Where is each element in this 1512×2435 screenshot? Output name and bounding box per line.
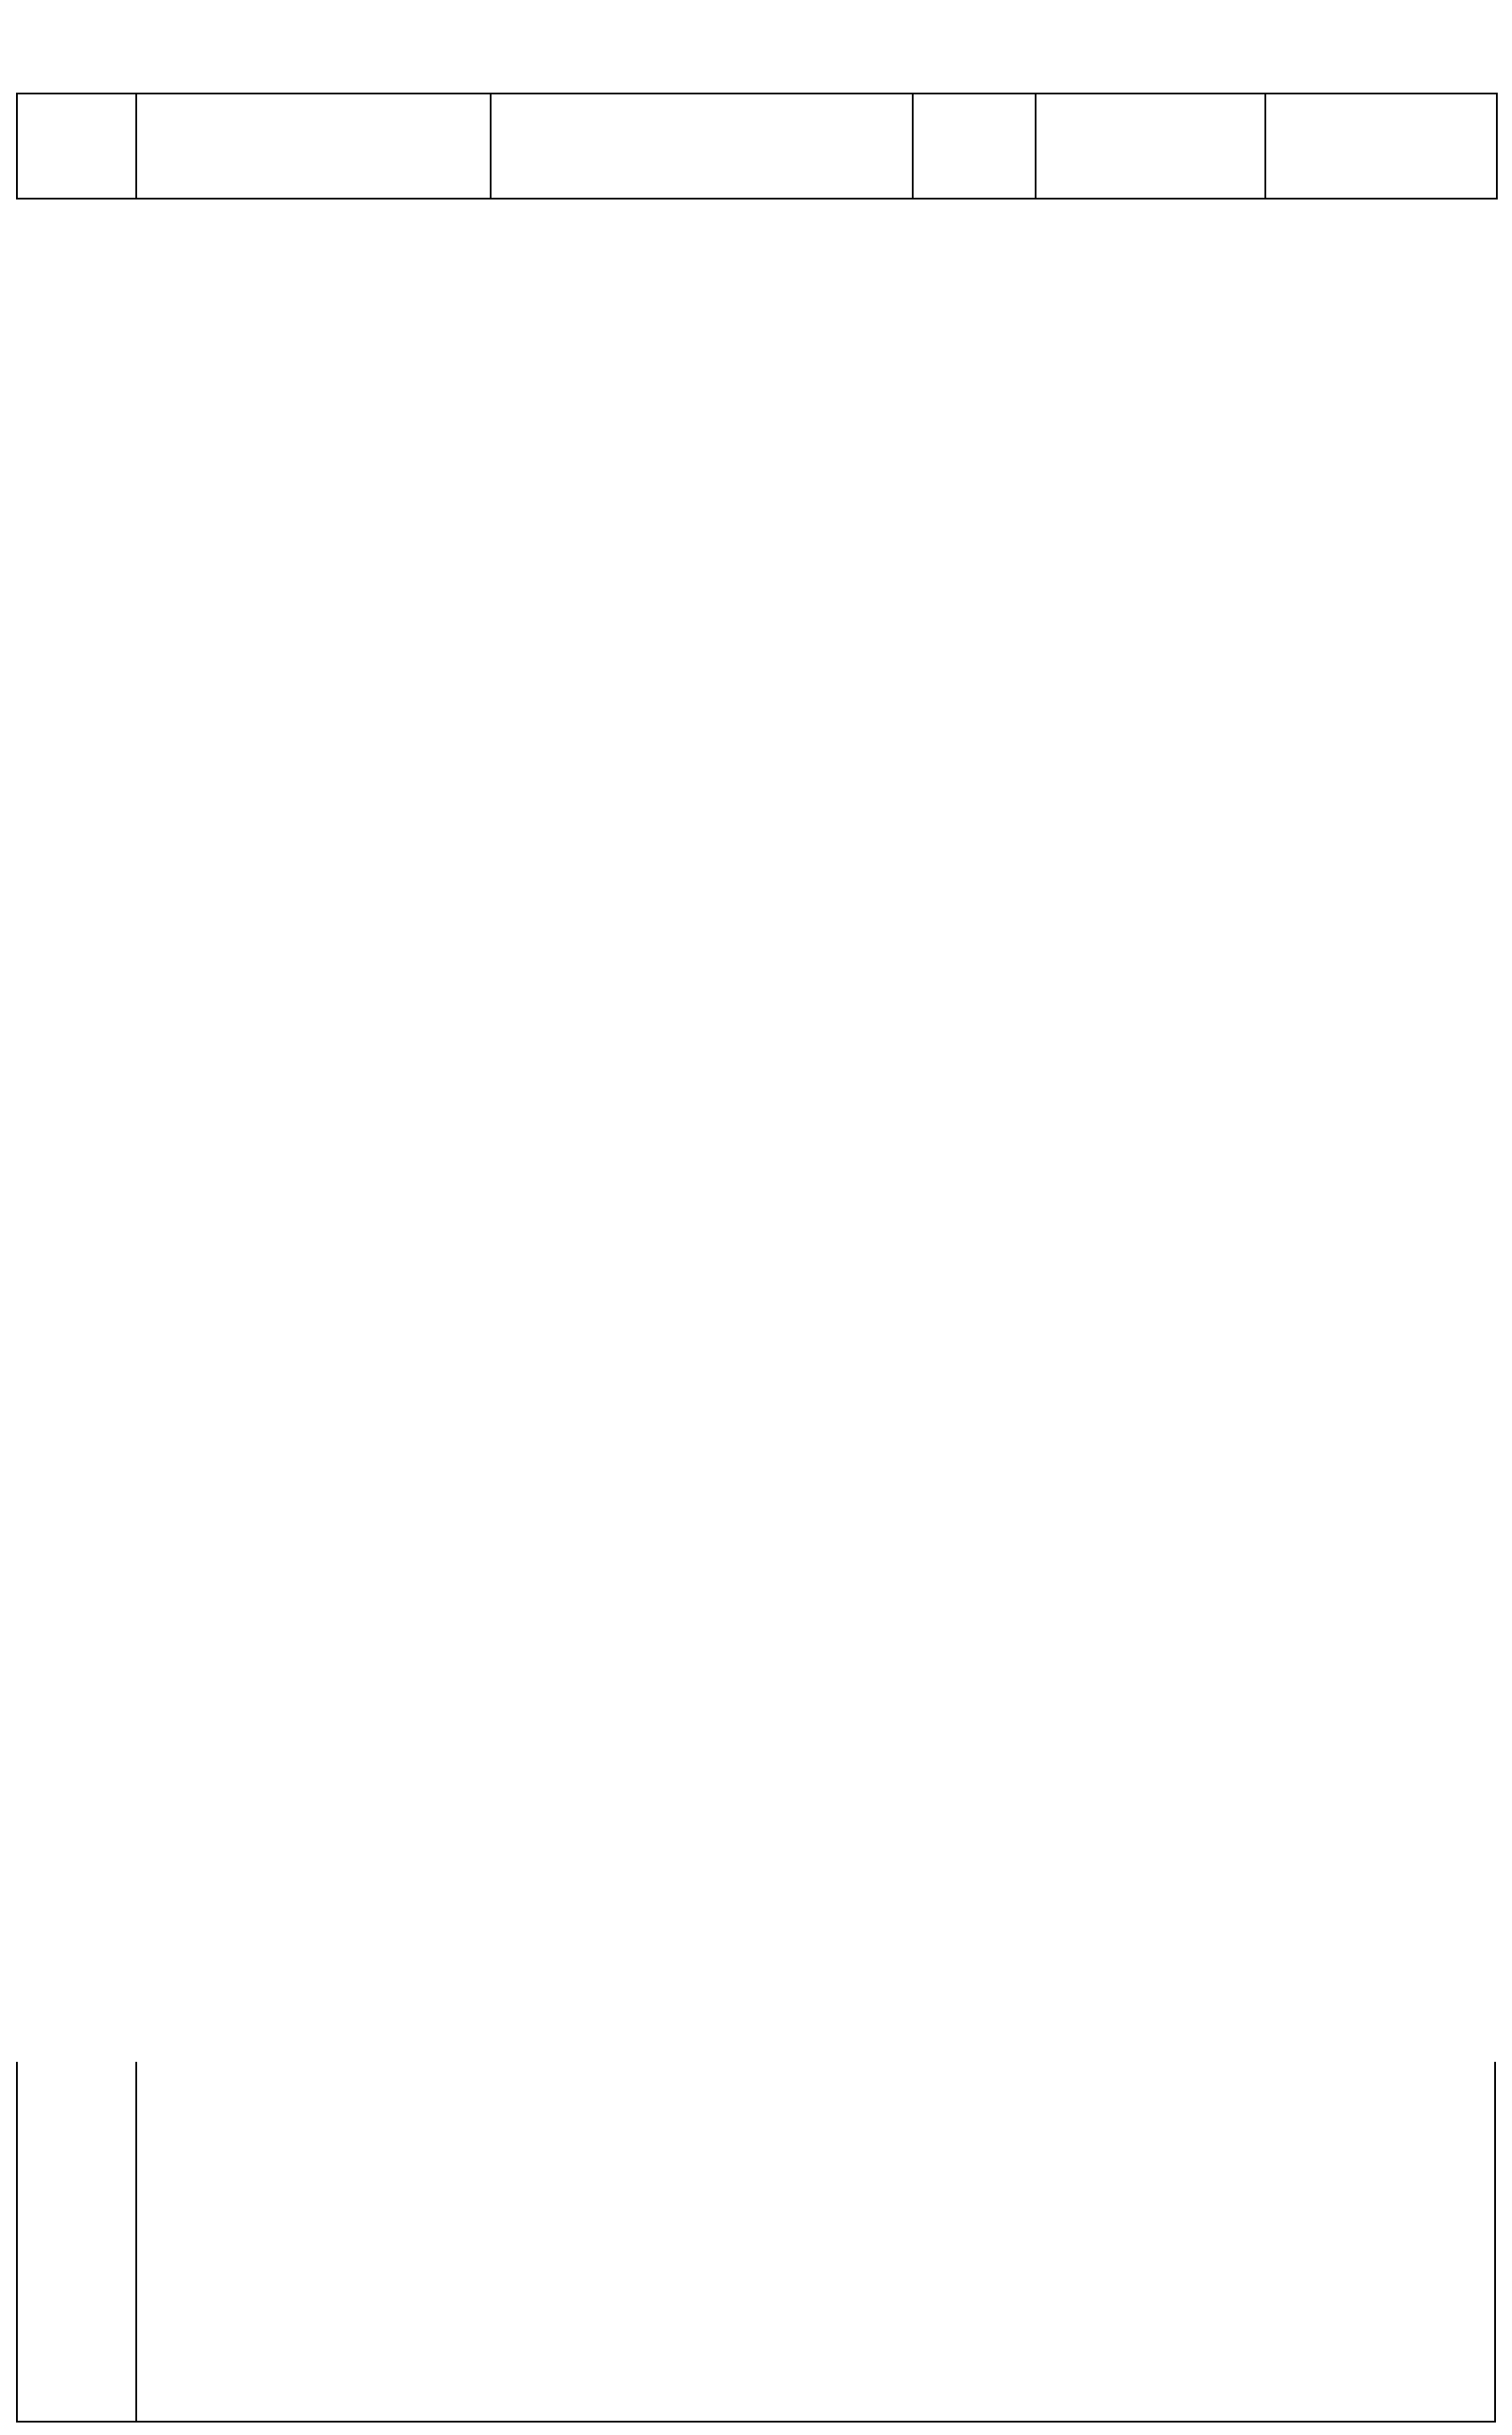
header-no — [17, 94, 136, 199]
notes-section — [16, 2062, 1496, 2423]
header-spec — [491, 94, 913, 199]
notes-gutter — [18, 2062, 137, 2421]
header-unit — [913, 94, 1036, 199]
page-title — [0, 16, 1512, 96]
price-table — [16, 93, 1498, 200]
header-name — [136, 94, 491, 199]
header-row — [17, 94, 1497, 199]
header-remark — [1265, 94, 1497, 199]
header-price — [1036, 94, 1265, 199]
